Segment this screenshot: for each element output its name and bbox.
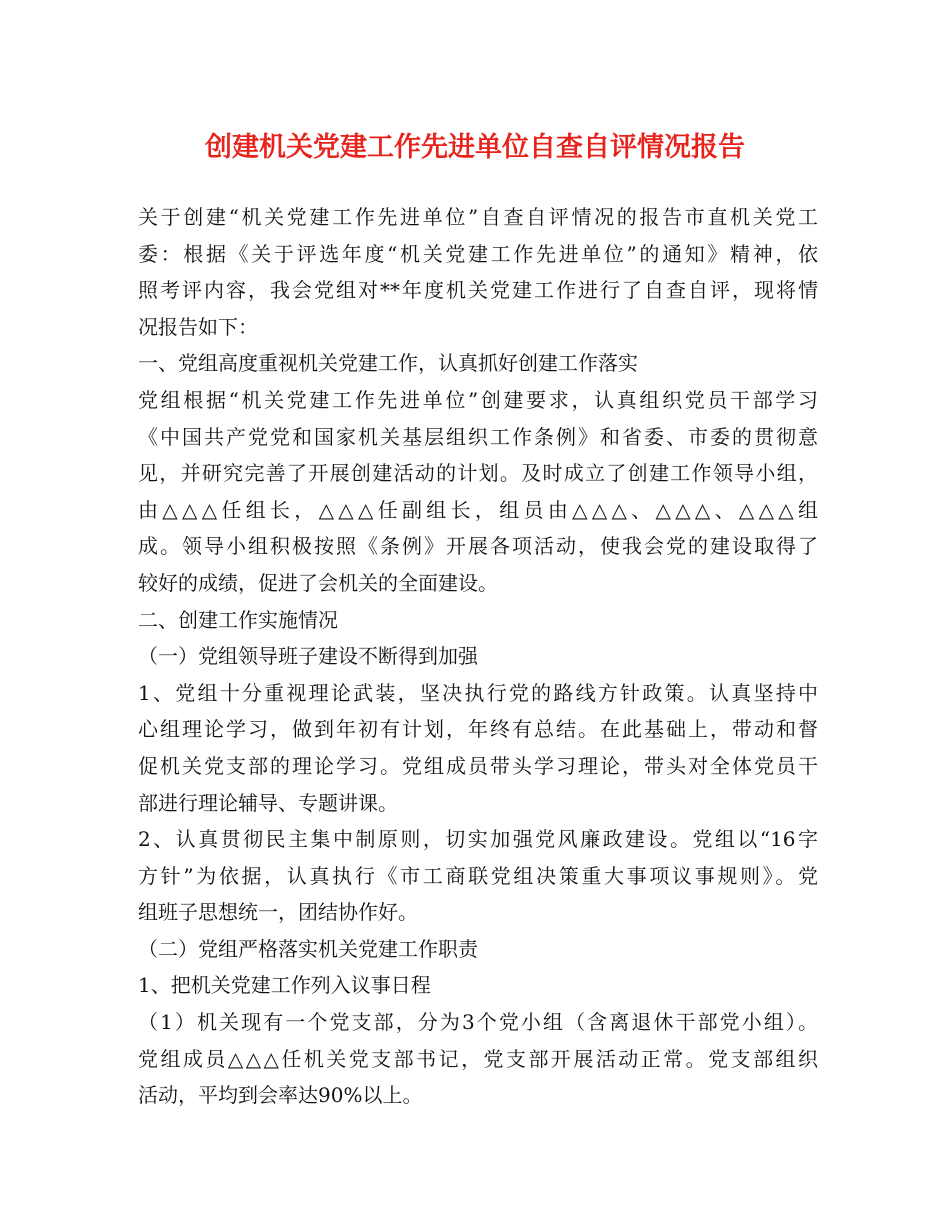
body-line: 活动，平均到会率达90%以上。	[138, 1083, 423, 1108]
body-line: 委：根据《关于评选年度“机关党建工作先进单位”的通知》精神，依	[138, 241, 818, 266]
body-line: 党组根据“机关党建工作先进单位”创建要求，认真组织党员干部学习	[138, 387, 818, 412]
document-title: 创建机关党建工作先进单位自查自评情况报告	[205, 132, 745, 163]
body-line: （二）党组严格落实机关党建工作职责	[138, 936, 478, 961]
body-line: 心组理论学习，做到年初有计划，年终有总结。在此基础上，带动和督	[138, 717, 818, 742]
body-line: 关于创建“机关党建工作先进单位”自查自评情况的报告市直机关党工	[138, 205, 818, 229]
body-line: （1）机关现有一个党支部，分为3个党小组（含离退休干部党小组）。	[138, 1010, 818, 1035]
document-body	[138, 199, 818, 1114]
body-line: 二、创建工作实施情况	[138, 607, 338, 632]
body-line: 由△△△任组长，△△△任副组长，组员由△△△、△△△、△△△组	[138, 497, 818, 522]
body-line: 《中国共产党党和国家机关基层组织工作条例》和省委、市委的贯彻意	[138, 424, 818, 449]
body-line: 1、党组十分重视理论武装，坚决执行党的路线方针政策。认真坚持中	[138, 680, 818, 705]
body-line: 照考评内容，我会党组对**年度机关党建工作进行了自查自评，现将情	[138, 278, 818, 303]
body-line: 方针”为依据，认真执行《市工商联党组决策重大事项议事规则》。党	[138, 863, 818, 888]
body-line: 1、把机关党建工作列入议事日程	[138, 973, 431, 998]
body-line: 况报告如下：	[138, 314, 258, 339]
body-line: 组班子思想统一，团结协作好。	[138, 900, 418, 925]
body-line: 党组成员△△△任机关党支部书记，党支部开展活动正常。党支部组织	[138, 1046, 818, 1071]
body-line: 2、认真贯彻民主集中制原则，切实加强党风廉政建设。党组以“16字	[138, 827, 818, 852]
body-line: （一）党组领导班子建设不断得到加强	[138, 644, 478, 669]
body-line: 一、党组高度重视机关党建工作，认真抓好创建工作落实	[138, 351, 638, 376]
body-line: 成。领导小组积极按照《条例》开展各项活动，使我会党的建设取得了	[138, 534, 818, 559]
body-line: 促机关党支部的理论学习。党组成员带头学习理论，带头对全体党员干	[138, 753, 818, 778]
body-line: 部进行理论辅导、专题讲课。	[138, 790, 398, 815]
body-line: 见，并研究完善了开展创建活动的计划。及时成立了创建工作领导小组，	[138, 461, 818, 486]
body-line: 较好的成绩，促进了会机关的全面建设。	[138, 570, 498, 595]
